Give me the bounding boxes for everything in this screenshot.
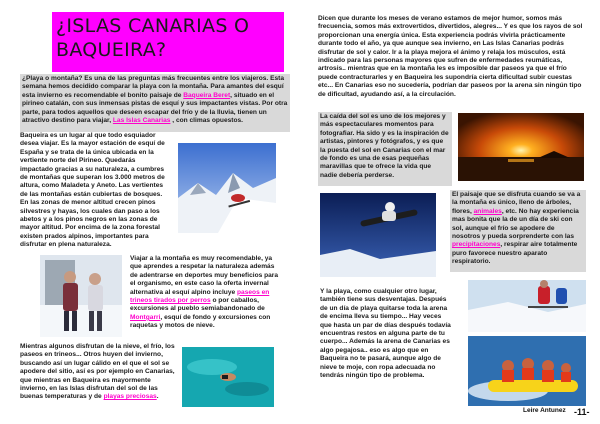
col2-p3-text-part: , etc. No hay experiencia mas bonita que la de un día de ski con sol, aunque el frío se apodere de nosotros y pueda sorprenderte con las — [452, 207, 579, 241]
intro-text — [22, 75, 288, 125]
photo-banana-boat — [468, 336, 586, 406]
intro-text-part: , situado en el pirineo catalán, con sus inmensas pistas de esquí y sus impactantes vistas. Por otra parte, para todos aquellos que deseen escapar del frío y de la lluvia, tienen un atractivo destino para viajar, — [22, 91, 288, 125]
link-animales[interactable]: animales — [473, 207, 502, 215]
photo-snow-hikers — [40, 255, 122, 337]
photo-snowboarder — [320, 193, 436, 277]
col2-paragraph-1: Dicen que durante los meses de verano estamos de mejor humor, somos más frecuencia, somos más extrovertidos, divertidos, alegres... Y es que los rayos de sol proporcionan una energía única. Esta experiencia podrás vivirla prácticamente durante todo el año, ya que aunque sea invierno, en Las Islas Canarias podrás disfrutar de sol y calor. Ir a la playa mejora el ánimo y relaja los músculos, está indicado para las personas mayores que sufren de enfermedades reumáticas, artrosis.. mientras que en la montaña les es imposible dar paseos ya que el frío puede contracturarles y en Baqueira les supondría cierta dificultad subir cuestas etc... En Canarias eso no sucedería, podrían dar paseos por la arena sin ningún tipo de dificultad, ayudando así, a la circulación. — [318, 15, 583, 98]
photo-snowshoe-hikers — [468, 280, 586, 332]
col2-paragraph-3 — [452, 191, 584, 267]
photo-swimmer-water — [182, 347, 274, 407]
page-title: ¿ISLAS CANARIAS O BAQUEIRA? — [56, 15, 250, 61]
col1-paragraph-3 — [20, 343, 176, 402]
link-playas-preciosas[interactable]: playas preciosas — [103, 393, 157, 401]
intro-text-part: , con climas opuestos. — [170, 117, 244, 125]
link-precipitaciones[interactable]: precipitaciones — [452, 241, 501, 249]
col2-paragraph-2: La caída del sol es uno de los mejores y más espectaculares momentos para fotografiar. Ha sido y es la inspiración de artistas, pintores y fotógrafos, y es que la puesta del sol en Canarias con el mar de fondo es una de esas pequeñas maravillas que te ofrece la vida que nadie debería perderse. — [320, 113, 449, 179]
col1-paragraph-2 — [130, 255, 280, 331]
intro-text-part: ¿Playa o montaña? Es una de las preguntas más frecuentes entre los viajeros. Esta semana hemos decidido comparar la playa con la montaña. Para amantes del esquí esta invierno es recomendable el bonito paisaje de — [22, 75, 285, 99]
col1-p3-text-part: Mientras algunos disfrutan de la nieve, el frío, los paseos en trineos... Otros huyen del invierno, buscando así un lugar cálido en el que el sol se apodere del sitio, así es por ejemplo en Canarias, que mientras en Baqueira es mayormente invierno, en las Islas disfrutan del sol de las buenas temperaturas y de — [20, 343, 175, 401]
col1-p2-text-part: o por caballos, excursiones al pueblo semiabandonado de — [130, 297, 265, 313]
footer-author: Leire Antunez — [523, 407, 566, 414]
col2-p3-text-part: El paisaje que se disfruta cuando se va a la montaña es único, lleno de árboles, flores, — [452, 191, 581, 215]
col1-p3-text-part: . — [156, 393, 159, 401]
page-number: -11- — [574, 407, 590, 417]
col1-p2-text-part: Viajar a la montaña es muy recomendable, ya que aprendes a respetar la naturaleza además de adentrarse en deportes muy beneficios para el organismo, en este caso la oferta invernal alternativa al esquí alpino incluye — [130, 255, 279, 296]
link-paseos-trineos[interactable]: paseos en trineos tirados por perros — [130, 288, 270, 305]
col2-paragraph-4: Y la playa, como cualquier otro lugar, también tiene sus desventajas. Después de un día de playa quitarse toda la arena de encima lleva su tiempo... Hay veces que hasta un par de días después todavía encuentras restos en alguna parte de tu cuerpo... Además la arena de Canarias es algo pegajosa.. eso es algo que en Baqueira no te pasará, aunque algo de nieve te moje, con ropa adecuada no tendrás ningún tipo de problema. — [320, 288, 451, 380]
link-baqueira-beret[interactable]: Baqueira Beret — [183, 91, 231, 99]
col1-p2-text-part: , esquí de fondo y excursiones con raquetas y motos de nieve. — [130, 313, 271, 330]
col1-paragraph-1: Baqueira es un lugar al que todo esquiador desea viajar. Es la mayor estación de esquí de España y se trata de la única ubicada en la vertiente norte del Pirineo. Quedarás impactado gracias a su naturaleza, a cumbres de montañas que superan los 3.000 metros de altura, como Maladeta y Aneto. Las vertientes de las montañas están cubiertas de bosques. En las zonas de menor altitud crecen pinos silvestres y hayas, los cuales dan paso a los abetos y a los pinos negros en las zonas de mayor altitud. Por encima de la zona forestal existen prados alpinos, importantes para disfrutar en plena naturaleza. — [20, 132, 165, 249]
photo-sunset-sea — [458, 113, 584, 181]
col2-p3-text-part: , respirar aire totalmente puro favorece nuestro aparato respiratorio. — [452, 241, 578, 266]
link-islas-canarias[interactable]: Las Islas Canarias — [112, 117, 171, 125]
link-montgarri[interactable]: Montgarri — [130, 313, 161, 321]
photo-skier-snow — [178, 143, 276, 233]
